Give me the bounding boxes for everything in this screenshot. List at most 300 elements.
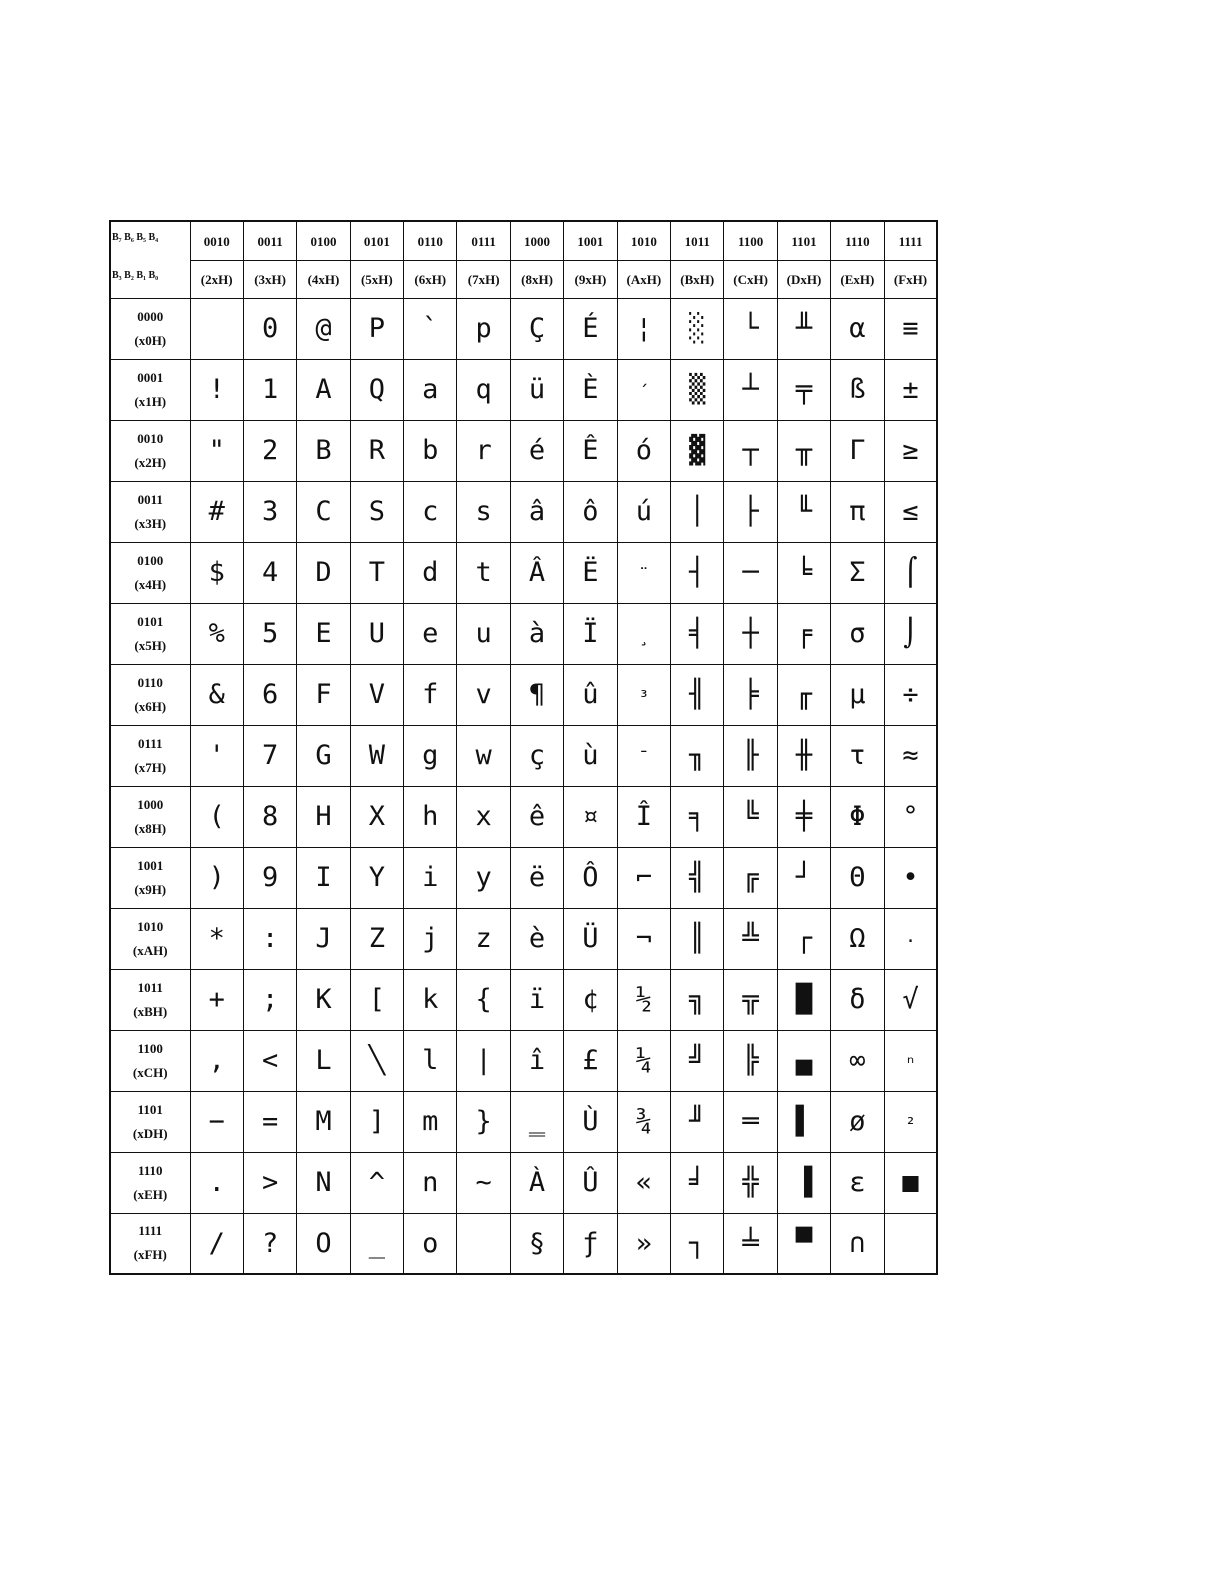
table-row	[110, 1030, 937, 1091]
glyph: :	[261, 923, 279, 954]
table-row	[110, 908, 937, 969]
glyph-cell	[297, 969, 350, 1030]
glyph-cell	[243, 786, 296, 847]
glyph-cell	[617, 664, 670, 725]
glyph: H	[315, 801, 332, 832]
glyph-cell	[831, 1152, 884, 1213]
table-row	[110, 298, 937, 359]
glyph: =	[261, 1106, 279, 1137]
glyph: ╞	[742, 679, 759, 710]
column-header-divider	[778, 260, 830, 261]
glyph: ≈	[902, 740, 919, 771]
glyph: ╒	[795, 618, 813, 649]
column-header-binary: 0101	[363, 234, 390, 249]
glyph: ═	[742, 1106, 759, 1137]
glyph-cell	[564, 1213, 617, 1274]
row-header	[110, 298, 190, 359]
table-row	[110, 1213, 937, 1274]
glyph-cell	[243, 969, 296, 1030]
glyph: t	[475, 557, 492, 588]
glyph: ³	[638, 687, 650, 708]
glyph-cell	[190, 542, 243, 603]
glyph-cell	[671, 908, 724, 969]
glyph: I	[315, 862, 332, 893]
glyph: Z	[368, 923, 385, 954]
glyph-cell	[777, 420, 830, 481]
glyph-cell	[884, 420, 937, 481]
glyph: ├	[742, 496, 759, 527]
column-header-binary: 0100	[310, 234, 337, 249]
row-header-hex: (x9H)	[134, 881, 167, 897]
glyph: ≥	[902, 435, 919, 466]
glyph: d	[422, 557, 439, 588]
glyph-cell	[510, 908, 563, 969]
glyph: )	[208, 862, 225, 893]
glyph-cell	[457, 603, 510, 664]
glyph-cell	[510, 1152, 563, 1213]
glyph-cell	[457, 847, 510, 908]
glyph-cell	[831, 1213, 884, 1274]
glyph: b	[422, 435, 439, 466]
glyph-cell	[617, 786, 670, 847]
glyph: ¦	[635, 313, 652, 344]
glyph-cell	[724, 1091, 777, 1152]
column-header	[457, 221, 510, 298]
glyph-cell	[724, 542, 777, 603]
glyph: 4	[261, 557, 279, 588]
table-row	[110, 603, 937, 664]
row-header	[110, 1152, 190, 1213]
glyph: ²	[905, 1114, 916, 1135]
glyph: û	[582, 679, 599, 710]
glyph: ;	[261, 984, 279, 1015]
glyph: *	[208, 923, 225, 954]
glyph: T	[368, 557, 385, 588]
glyph: ▐	[795, 1167, 813, 1198]
glyph-cell	[777, 786, 830, 847]
column-header-divider	[404, 260, 456, 261]
column-header-hex: (DxH)	[786, 272, 822, 287]
row-header-binary: 1100	[137, 1040, 163, 1056]
glyph-cell	[297, 603, 350, 664]
glyph-cell	[671, 1213, 724, 1274]
column-header	[831, 221, 884, 298]
glyph: â	[528, 496, 546, 527]
glyph-cell	[404, 1213, 457, 1274]
glyph: ║	[689, 923, 706, 954]
glyph-cell	[564, 847, 617, 908]
glyph-cell	[831, 969, 884, 1030]
column-header	[404, 221, 457, 298]
glyph-cell	[457, 725, 510, 786]
glyph-cell	[724, 298, 777, 359]
table-row	[110, 786, 937, 847]
row-header	[110, 1213, 190, 1274]
glyph-cell	[884, 847, 937, 908]
glyph: s	[475, 496, 492, 527]
glyph-cell	[884, 969, 937, 1030]
glyph: ╜	[689, 1106, 706, 1137]
column-header	[190, 221, 243, 298]
glyph-cell	[564, 1091, 617, 1152]
column-header-hex: (2xH)	[200, 272, 233, 287]
glyph-cell	[777, 542, 830, 603]
glyph-cell	[243, 481, 296, 542]
glyph: R	[368, 435, 385, 466]
row-header-binary: 0001	[137, 369, 164, 385]
glyph: ╖	[689, 740, 706, 771]
glyph: p	[475, 313, 492, 344]
glyph-cell	[831, 847, 884, 908]
glyph-cell	[457, 542, 510, 603]
glyph: Γ	[849, 435, 866, 466]
glyph: ╦	[742, 984, 759, 1015]
glyph-cell	[243, 542, 296, 603]
glyph: ó	[635, 435, 652, 466]
glyph-cell	[671, 359, 724, 420]
glyph: 3	[261, 496, 279, 527]
glyph-cell	[243, 359, 296, 420]
glyph-cell	[884, 786, 937, 847]
glyph: Î	[635, 801, 652, 832]
glyph: Â	[528, 557, 546, 588]
glyph: V	[368, 679, 385, 710]
glyph-cell	[510, 298, 563, 359]
glyph-cell	[350, 1152, 403, 1213]
row-header-hex: (xBH)	[133, 1003, 168, 1019]
glyph: M	[315, 1106, 332, 1137]
glyph-cell	[671, 1030, 724, 1091]
glyph-cell	[777, 969, 830, 1030]
glyph-cell	[724, 1030, 777, 1091]
glyph-cell	[457, 908, 510, 969]
glyph-cell	[350, 847, 403, 908]
glyph-cell	[510, 786, 563, 847]
glyph-cell	[457, 420, 510, 481]
glyph-cell	[564, 725, 617, 786]
glyph-cell	[297, 420, 350, 481]
glyph: (	[208, 801, 225, 832]
column-header-hex: (CxH)	[733, 272, 768, 287]
column-header-binary: 0011	[257, 234, 283, 249]
glyph-cell	[831, 1030, 884, 1091]
glyph: ┴	[742, 374, 759, 405]
glyph-cell	[350, 542, 403, 603]
column-header-hex: (ExH)	[840, 272, 875, 287]
glyph: à	[528, 618, 546, 649]
row-header-hex: (x5H)	[134, 637, 167, 653]
column-header-hex: (8xH)	[521, 272, 553, 287]
glyph: U	[368, 618, 385, 649]
glyph: À	[528, 1167, 546, 1198]
glyph: »	[635, 1227, 652, 1259]
glyph: ?	[261, 1227, 279, 1259]
glyph: Ë	[582, 557, 599, 588]
row-header	[110, 664, 190, 725]
glyph: ╢	[689, 679, 706, 710]
glyph-cell	[617, 359, 670, 420]
glyph: _	[368, 1227, 385, 1259]
glyph: ½	[635, 984, 652, 1015]
glyph: τ	[849, 740, 866, 771]
row-header-hex: (x2H)	[134, 454, 167, 470]
glyph-cell	[884, 1152, 937, 1213]
glyph: /	[208, 1227, 225, 1259]
glyph: #	[208, 496, 225, 527]
glyph-cell	[297, 1091, 350, 1152]
column-header-hex: (7xH)	[467, 272, 500, 287]
glyph: ╠	[742, 1045, 759, 1076]
glyph: ¶	[528, 679, 546, 710]
glyph: .	[208, 1167, 225, 1198]
row-header-binary: 0111	[137, 735, 163, 751]
glyph-cell	[404, 1030, 457, 1091]
glyph-cell	[404, 725, 457, 786]
glyph-cell	[671, 603, 724, 664]
glyph-cell	[404, 481, 457, 542]
column-header-divider	[191, 260, 243, 261]
glyph: g	[422, 740, 439, 771]
glyph: ‗	[528, 1106, 546, 1137]
glyph-cell	[243, 1152, 296, 1213]
glyph-cell	[297, 1030, 350, 1091]
glyph: D	[315, 557, 332, 588]
column-header-binary: 1000	[524, 234, 551, 249]
glyph: F	[315, 679, 332, 710]
glyph-cell	[831, 359, 884, 420]
glyph: ╝	[689, 1045, 706, 1076]
row-header-hex: (xEH)	[133, 1186, 168, 1202]
glyph: K	[315, 984, 332, 1015]
glyph-cell	[510, 359, 563, 420]
glyph-cell	[404, 603, 457, 664]
glyph-cell	[564, 664, 617, 725]
glyph: ¯	[638, 748, 650, 769]
glyph: u	[475, 618, 492, 649]
glyph-cell	[404, 542, 457, 603]
glyph: %	[208, 618, 225, 649]
glyph: √	[902, 984, 919, 1015]
glyph: ┌	[795, 923, 813, 954]
glyph-cell	[564, 298, 617, 359]
glyph: ∩	[849, 1227, 866, 1259]
glyph-cell	[724, 1213, 777, 1274]
column-header-row	[110, 221, 937, 298]
column-header	[564, 221, 617, 298]
column-header-hex: (5xH)	[360, 272, 393, 287]
glyph-cell	[350, 420, 403, 481]
glyph-cell	[617, 481, 670, 542]
glyph-cell	[190, 1213, 243, 1274]
glyph: ≤	[902, 496, 919, 527]
glyph: ï	[528, 984, 546, 1015]
glyph-cell	[564, 481, 617, 542]
glyph: ╨	[795, 313, 813, 344]
row-header-binary: 0010	[137, 430, 164, 446]
column-header-hex: (BxH)	[680, 272, 715, 287]
glyph: L	[315, 1045, 332, 1076]
row-header	[110, 969, 190, 1030]
glyph: σ	[849, 618, 866, 649]
glyph: [	[368, 984, 385, 1015]
glyph-cell	[777, 359, 830, 420]
table-row	[110, 847, 937, 908]
glyph-cell	[350, 725, 403, 786]
table-row	[110, 542, 937, 603]
column-header-divider	[564, 260, 616, 261]
glyph-cell	[884, 481, 937, 542]
row-header	[110, 1091, 190, 1152]
glyph-cell	[617, 1152, 670, 1213]
glyph: C	[315, 496, 332, 527]
row-header	[110, 847, 190, 908]
glyph: ⌡	[902, 618, 919, 649]
glyph: a	[422, 374, 439, 405]
glyph-cell	[724, 603, 777, 664]
glyph-cell	[350, 786, 403, 847]
table-row	[110, 420, 937, 481]
column-header	[777, 221, 830, 298]
glyph: w	[475, 740, 492, 771]
glyph: ░	[689, 313, 706, 344]
row-header	[110, 420, 190, 481]
glyph-cell	[350, 481, 403, 542]
glyph-cell	[617, 725, 670, 786]
glyph-cell	[243, 420, 296, 481]
glyph: ¢	[582, 984, 599, 1015]
glyph-cell	[350, 908, 403, 969]
column-header-divider	[618, 260, 670, 261]
high-bits-label: B₇ B₆ B₅ B₄	[112, 232, 159, 243]
glyph-cell	[404, 908, 457, 969]
glyph-cell	[404, 1152, 457, 1213]
glyph: ÷	[902, 679, 919, 710]
glyph: h	[422, 801, 439, 832]
column-header	[671, 221, 724, 298]
glyph: ∞	[849, 1045, 866, 1076]
glyph-cell	[777, 725, 830, 786]
row-header-binary: 1101	[137, 1101, 163, 1117]
glyph-cell	[777, 603, 830, 664]
glyph-cell	[777, 481, 830, 542]
glyph: Ù	[582, 1106, 599, 1137]
glyph: ë	[528, 862, 546, 893]
glyph: z	[475, 923, 492, 954]
glyph: n	[422, 1167, 439, 1198]
glyph: ¸	[638, 626, 650, 647]
glyph: ╟	[742, 740, 759, 771]
glyph-cell	[724, 420, 777, 481]
column-header-divider	[457, 260, 509, 261]
glyph-cell	[617, 1091, 670, 1152]
column-header-divider	[724, 260, 776, 261]
glyph: ·	[905, 931, 916, 952]
column-header-hex: (9xH)	[574, 272, 607, 287]
glyph: j	[422, 923, 439, 954]
glyph-cell	[510, 420, 563, 481]
glyph: ¨	[638, 565, 650, 586]
glyph: ╫	[795, 740, 813, 771]
glyph-cell	[243, 908, 296, 969]
glyph-cell	[617, 1213, 670, 1274]
glyph-cell	[404, 664, 457, 725]
row-header	[110, 786, 190, 847]
glyph-cell	[831, 1091, 884, 1152]
column-header-divider	[244, 260, 296, 261]
table-row	[110, 1152, 937, 1213]
row-header	[110, 603, 190, 664]
glyph: •	[902, 862, 919, 893]
row-header-binary: 1000	[137, 796, 164, 812]
glyph-cell	[404, 786, 457, 847]
row-header	[110, 359, 190, 420]
glyph-cell	[617, 847, 670, 908]
glyph: ╣	[689, 862, 706, 893]
glyph-cell	[297, 908, 350, 969]
glyph: ]	[368, 1106, 385, 1137]
glyph-cell	[510, 603, 563, 664]
column-header-binary: 0111	[471, 234, 496, 249]
glyph: ╩	[742, 923, 759, 954]
row-header-binary: 1010	[137, 918, 164, 934]
glyph: 6	[261, 679, 279, 710]
glyph-cell	[457, 1091, 510, 1152]
glyph-cell	[777, 847, 830, 908]
table-row	[110, 664, 937, 725]
glyph: 8	[261, 801, 279, 832]
glyph-cell	[190, 420, 243, 481]
glyph: ▀	[795, 1227, 813, 1259]
glyph: ê	[528, 801, 546, 832]
glyph: ø	[849, 1106, 866, 1137]
glyph-cell	[724, 359, 777, 420]
glyph-cell	[884, 1213, 937, 1274]
glyph-cell	[724, 908, 777, 969]
glyph-cell	[884, 908, 937, 969]
glyph-cell	[724, 847, 777, 908]
glyph: ß	[849, 374, 866, 405]
column-header	[243, 221, 296, 298]
glyph: Ω	[849, 923, 866, 954]
glyph: ╛	[689, 1167, 706, 1198]
glyph: r	[475, 435, 492, 466]
glyph-cell	[617, 908, 670, 969]
glyph: ┤	[689, 557, 706, 588]
glyph-cell	[724, 969, 777, 1030]
glyph-cell	[457, 1213, 510, 1274]
glyph-cell	[457, 664, 510, 725]
glyph: ¼	[635, 1045, 652, 1076]
glyph: 1	[261, 374, 279, 405]
glyph: !	[208, 374, 225, 405]
glyph-cell	[350, 603, 403, 664]
glyph-cell	[404, 359, 457, 420]
row-header	[110, 542, 190, 603]
glyph-cell	[671, 786, 724, 847]
glyph-cell	[510, 481, 563, 542]
column-header-binary: 1011	[684, 234, 710, 249]
row-header-binary: 1001	[137, 857, 164, 873]
column-header-divider	[885, 260, 937, 261]
glyph-cell	[671, 542, 724, 603]
glyph-cell	[831, 725, 884, 786]
column-header-divider	[351, 260, 403, 261]
glyph: ▌	[795, 1106, 813, 1137]
glyph-cell	[617, 420, 670, 481]
glyph-cell	[671, 969, 724, 1030]
glyph: ┼	[742, 618, 759, 649]
glyph-cell	[190, 1152, 243, 1213]
